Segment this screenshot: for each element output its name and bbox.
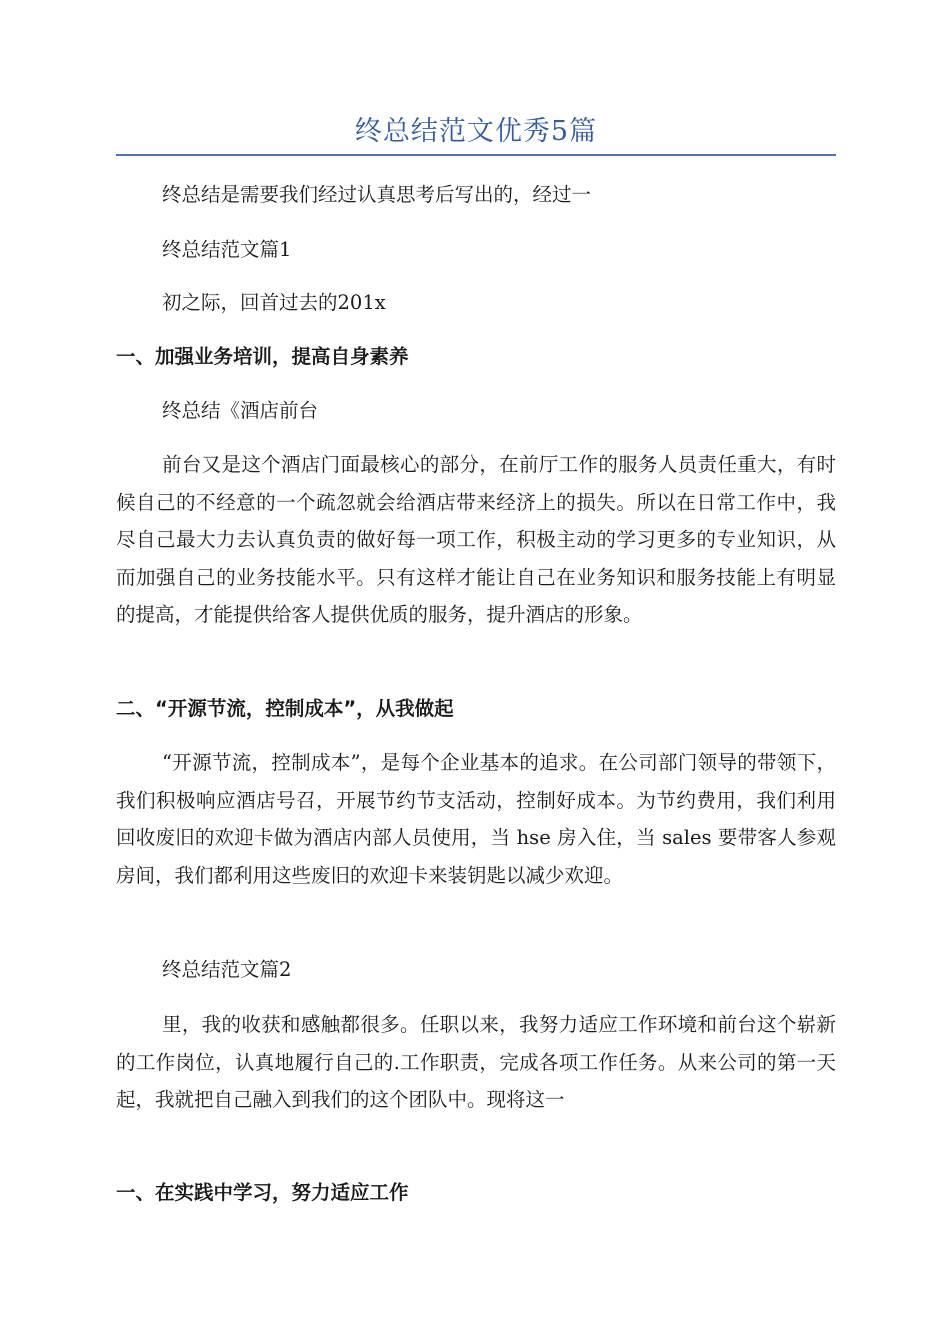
document-title: 终总结范文优秀5篇 [354,116,598,147]
paragraph-cost-control: “开源节流，控制成本”，是每个企业基本的追求。在公司部门领导的带领下，我们积极响应酒店号召，开展节约节支活动，控制好成本。为节约费用，我们利用回收废旧的欢迎卡做为酒店内部人员使用，当 hse 房入住，当 sales 要带客人参观房间，我们都利用这些废旧的欢迎卡来装钥匙以减少欢迎。 [116,751,836,887]
paragraph-subtitle: 终总结《酒店前台 [162,399,319,422]
intro-paragraph: 终总结是需要我们经过认真思考后写出的，经过一 [162,183,592,206]
section-label-2: 终总结范文篇2 [162,958,292,981]
paragraph-work-review: 里，我的收获和感触都很多。任职以来，我努力适应工作环境和前台这个崭新的工作岗位，认真地履行自己的.工作职责，完成各项工作任务。从来公司的第一天起，我就把自己融入到我们的这个团队中。现将这一 [116,1013,836,1111]
heading-3: 一、在实践中学习，努力适应工作 [116,1181,409,1204]
paragraph-front-desk: 前台又是这个酒店门面最核心的部分，在前厅工作的服务人员责任重大，有时候自己的不经意的一个疏忽就会给酒店带来经济上的损失。所以在日常工作中，我尽自己最大力去认真负责的做好每一项工作，积极主动的学习更多的专业知识，从而加强自己的业务技能水平。只有这样才能让自己在业务知识和服务技能上有明显的提高，才能提供给客人提供优质的服务，提升酒店的形象。 [116,453,836,626]
heading-1: 一、加强业务培训，提高自身素养 [116,345,409,368]
section-label-1: 终总结范文篇1 [162,238,292,261]
heading-2: 二、“开源节流，控制成本”，从我做起 [116,697,454,720]
paragraph-opening-1: 初之际，回首过去的201x [162,291,386,314]
title-underline [116,154,836,156]
